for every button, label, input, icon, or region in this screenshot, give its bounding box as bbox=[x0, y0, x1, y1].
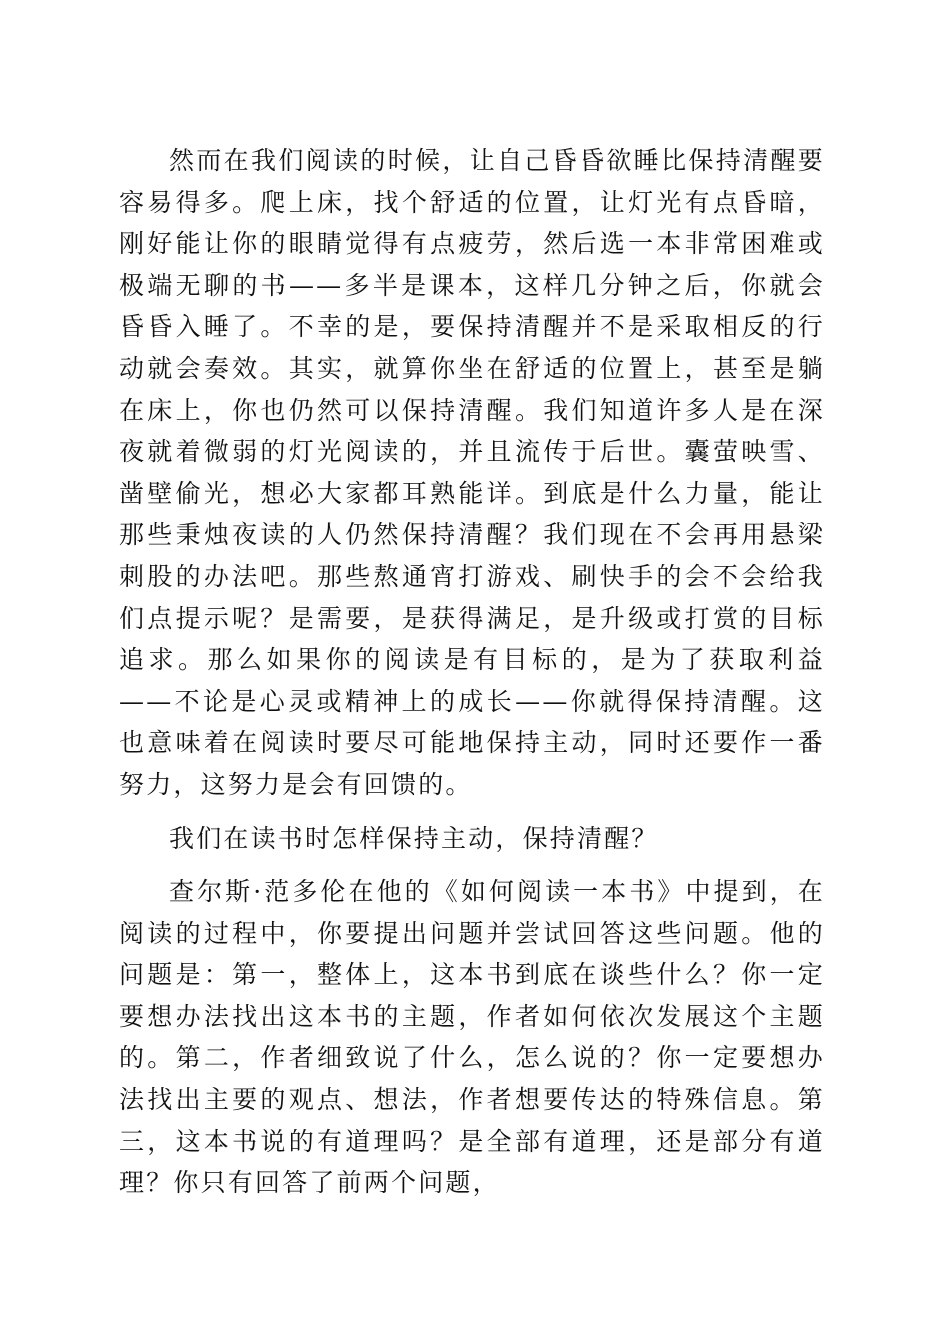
paragraph-reading-alertness: 然而在我们阅读的时候，让自己昏昏欲睡比保持清醒要容易得多。爬上床，找个舒适的位置，让灯光有点昏暗，刚好能让你的眼睛觉得有点疲劳，然后选一本非常困难或极端无聊的书——多半是课本，这样几分钟之后，你就会昏昏入睡了。不幸的是，要保持清醒并不是采取相反的行动就会奏效。其实，就算你坐在舒适的位置上，甚至是躺在床上，你也仍然可以保持清醒。我们知道许多人是在深夜就着微弱的灯光阅读的，并且流传于后世。囊萤映雪、凿壁偷光，想必大家都耳熟能详。到底是什么力量，能让那些秉烛夜读的人仍然保持清醒？我们现在不会再用悬梁刺股的办法吧。那些熬通宵打游戏、刷快手的会不会给我们点提示呢？是需要，是获得满足，是升级或打赏的目标追求。那么如果你的阅读是有目标的，是为了获取利益——不论是心灵或精神上的成长——你就得保持清醒。这也意味着在阅读时要尽可能地保持主动，同时还要作一番努力，这努力是会有回馈的。 bbox=[119, 146, 825, 799]
paragraph-van-doren-questions: 查尔斯·范多伦在他的《如何阅读一本书》中提到，在阅读的过程中，你要提出问题并尝试回答这些问题。他的问题是：第一，整体上，这本书到底在谈些什么？你一定要想办法找出这本书的主题，作者如何依次发展这个主题的。第二，作者细致说了什么，怎么说的？你一定要想办法找出主要的观点、想法，作者想要传达的特殊信息。第三，这本书说的有道理吗？是全部有道理，还是部分有道理？你只有回答了前两个问题， bbox=[119, 877, 825, 1198]
paragraph-question: 我们在读书时怎样保持主动，保持清醒？ bbox=[169, 823, 659, 853]
document-body bbox=[119, 140, 825, 1204]
